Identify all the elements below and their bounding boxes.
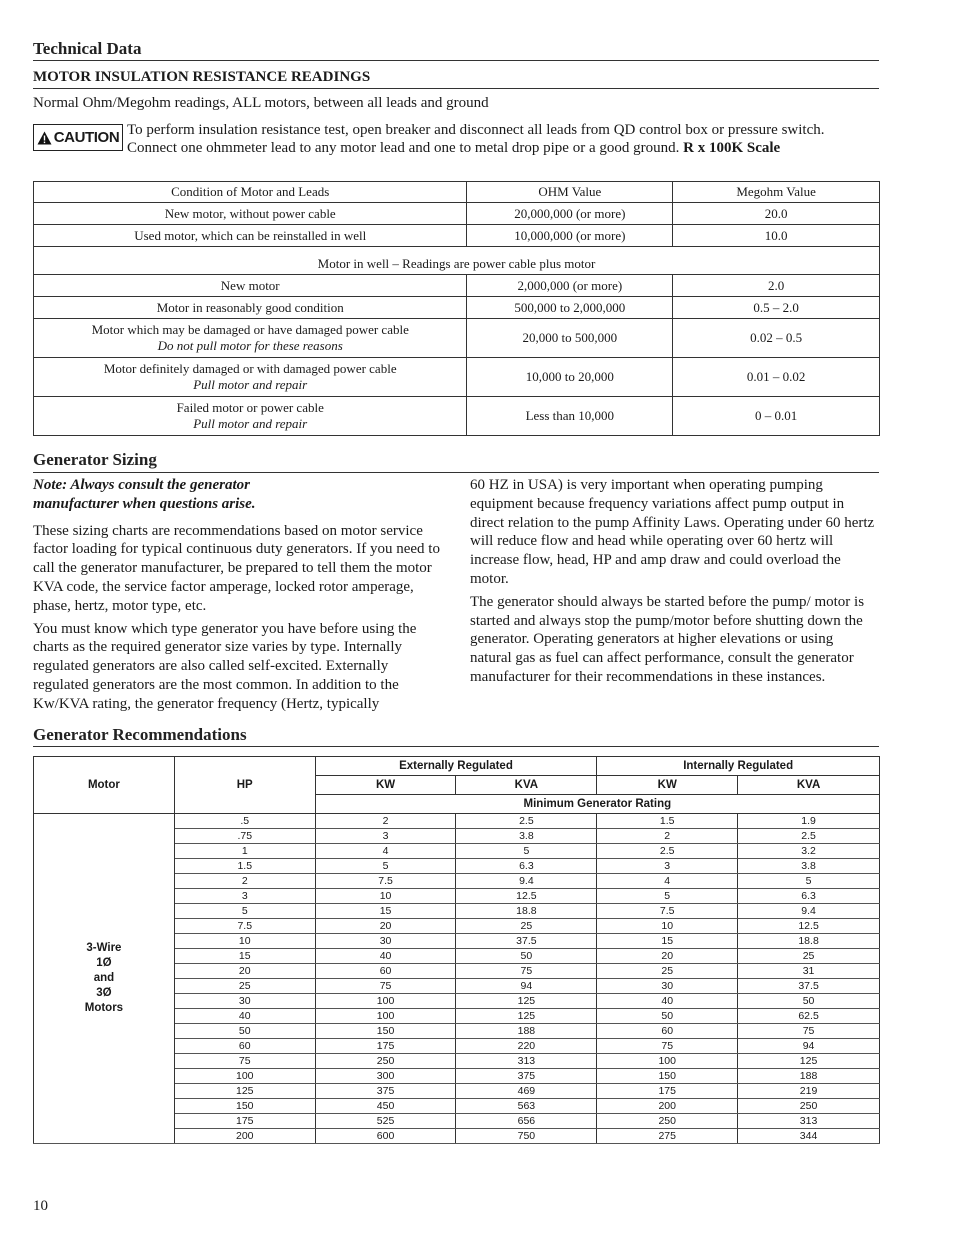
kva-header: KVA	[738, 776, 880, 795]
ext-kva-cell: 220	[456, 1039, 597, 1054]
ext-kva-cell: 25	[456, 919, 597, 934]
ext-kw-cell: 600	[315, 1129, 456, 1144]
hp-cell: .75	[174, 829, 315, 844]
hp-cell: 50	[174, 1024, 315, 1039]
int-kw-cell: 275	[597, 1129, 738, 1144]
ext-kva-cell: 563	[456, 1099, 597, 1114]
ext-kva-cell: 3.8	[456, 829, 597, 844]
int-kva-cell: 75	[738, 1024, 880, 1039]
recommendations-rule	[33, 746, 879, 747]
table-header-row	[34, 182, 880, 203]
hp-cell: 7.5	[174, 919, 315, 934]
table-row	[34, 397, 880, 436]
sizing-paragraph: 60 HZ in USA) is very important when operating pumping equipment because frequency variations affect pump output in direct relation to the pump Affinity Laws. Operating under 60 hertz will reduce flow and head while operating over 60 hertz will increase flow, head, HP and amp draw and could overload the motor.	[470, 477, 875, 587]
condition-note: Pull motor and repair	[193, 416, 308, 431]
hp-cell: 125	[174, 1084, 315, 1099]
int-kw-cell: 75	[597, 1039, 738, 1054]
int-kva-cell: 125	[738, 1054, 880, 1069]
ext-kw-cell: 20	[315, 919, 456, 934]
generator-table-body	[34, 814, 880, 1144]
column-header: OHM Value	[467, 182, 673, 203]
external-header: Externally Regulated	[315, 757, 597, 776]
int-kva-cell: 12.5	[738, 919, 880, 934]
int-kw-cell: 4	[597, 874, 738, 889]
ext-kw-cell: 2	[315, 814, 456, 829]
caution-text	[127, 122, 827, 157]
int-kva-cell: 313	[738, 1114, 880, 1129]
heading-rule	[33, 88, 879, 89]
ext-kw-cell: 75	[315, 979, 456, 994]
ext-kw-cell: 40	[315, 949, 456, 964]
int-kw-cell: 200	[597, 1099, 738, 1114]
hp-cell: 150	[174, 1099, 315, 1114]
caution-label: CAUTION	[53, 129, 120, 146]
megohm-cell: 0.5 – 2.0	[673, 297, 880, 319]
ohm-cell: Less than 10,000	[467, 397, 673, 436]
ext-kw-cell: 525	[315, 1114, 456, 1129]
table-row	[34, 225, 880, 247]
hp-cell: 3	[174, 889, 315, 904]
table-subheading-row	[34, 247, 880, 275]
int-kva-cell: 50	[738, 994, 880, 1009]
column-header: Megohm Value	[673, 182, 880, 203]
table-row	[34, 297, 880, 319]
ext-kva-cell: 12.5	[456, 889, 597, 904]
int-kw-cell: 100	[597, 1054, 738, 1069]
int-kw-cell: 25	[597, 964, 738, 979]
section-title-technical-data: Technical Data	[33, 39, 142, 58]
hp-cell: 1	[174, 844, 315, 859]
int-kva-cell: 31	[738, 964, 880, 979]
subheading-cell: Motor in well – Readings are power cable plus motor	[34, 247, 880, 275]
caution-instructions: To perform insulation resistance test, open breaker and disconnect all leads from QD control box or pressure switch. Connect one ohmmeter lead to any motor lead and one to metal drop pipe or a good ground.	[127, 122, 825, 156]
condition-note: Do not pull motor for these reasons	[157, 338, 343, 353]
insulation-table	[33, 181, 880, 436]
ext-kva-cell: 50	[456, 949, 597, 964]
sizing-paragraph: These sizing charts are recommendations based on motor service factor loading for typical continuous duty generators. If you need to call the generator manufacturer, be prepared to tell them the motor KVA code, the service factor amperage, locked rotor amperage, phase, hertz, motor type, etc.	[33, 522, 440, 614]
int-kw-cell: 2	[597, 829, 738, 844]
hp-cell: 15	[174, 949, 315, 964]
hp-cell: 10	[174, 934, 315, 949]
ext-kva-cell: 6.3	[456, 859, 597, 874]
motor-type-cell	[34, 814, 175, 1144]
hp-cell: 175	[174, 1114, 315, 1129]
condition-cell	[34, 358, 467, 397]
table-header-row	[34, 757, 880, 776]
int-kva-cell: 37.5	[738, 979, 880, 994]
int-kva-cell: 1.9	[738, 814, 880, 829]
motor-type-line: 3-Wire	[86, 942, 122, 954]
ext-kw-cell: 175	[315, 1039, 456, 1054]
int-kw-cell: 60	[597, 1024, 738, 1039]
int-kw-cell: 250	[597, 1114, 738, 1129]
sizing-right-column	[470, 476, 878, 687]
hp-cell: 30	[174, 994, 315, 1009]
int-kva-cell: 6.3	[738, 889, 880, 904]
ext-kw-cell: 250	[315, 1054, 456, 1069]
section-title-generator-recommendations: Generator Recommendations	[33, 725, 247, 744]
ext-kw-cell: 150	[315, 1024, 456, 1039]
int-kva-cell: 3.8	[738, 859, 880, 874]
kw-header: KW	[597, 776, 738, 795]
ext-kva-cell: 750	[456, 1129, 597, 1144]
int-kva-cell: 219	[738, 1084, 880, 1099]
sizing-rule	[33, 472, 879, 473]
int-kw-cell: 150	[597, 1069, 738, 1084]
ext-kva-cell: 188	[456, 1024, 597, 1039]
int-kw-cell: 15	[597, 934, 738, 949]
ohm-cell: 10,000 to 20,000	[467, 358, 673, 397]
ext-kva-cell: 9.4	[456, 874, 597, 889]
ext-kw-cell: 100	[315, 1009, 456, 1024]
internal-header: Internally Regulated	[597, 757, 880, 776]
condition-note: Pull motor and repair	[193, 377, 308, 392]
int-kw-cell: 50	[597, 1009, 738, 1024]
ext-kva-cell: 656	[456, 1114, 597, 1129]
sizing-paragraph: You must know which type generator you have before using the charts as the required generator size varies by type. Internally regulated generators are also called self-excited. Externally regulated generators are the most common. In addition to the Kw/KVA rating, the generator frequency (Hertz, typically	[33, 620, 417, 712]
megohm-cell: 0.01 – 0.02	[673, 358, 880, 397]
condition-cell: New motor, without power cable	[34, 203, 467, 225]
hp-header: HP	[174, 757, 315, 814]
ext-kva-cell: 18.8	[456, 904, 597, 919]
int-kw-cell: 1.5	[597, 814, 738, 829]
ext-kw-cell: 450	[315, 1099, 456, 1114]
ext-kw-cell: 5	[315, 859, 456, 874]
minimum-rating-header: Minimum Generator Rating	[315, 795, 879, 814]
hp-cell: 200	[174, 1129, 315, 1144]
int-kw-cell: 10	[597, 919, 738, 934]
hp-cell: 1.5	[174, 859, 315, 874]
column-header: Condition of Motor and Leads	[34, 182, 467, 203]
section-title-generator-sizing: Generator Sizing	[33, 450, 157, 469]
ohm-cell: 20,000,000 (or more)	[467, 203, 673, 225]
table-row	[34, 358, 880, 397]
megohm-cell: 0 – 0.01	[673, 397, 880, 436]
hp-cell: 5	[174, 904, 315, 919]
sizing-note: Note: Always consult the generator manufacturer when questions arise.	[33, 477, 256, 512]
int-kva-cell: 250	[738, 1099, 880, 1114]
ext-kw-cell: 15	[315, 904, 456, 919]
table-row	[34, 814, 880, 829]
sizing-paragraph: The generator should always be started before the pump/ motor is started and always stop the pump/motor before shutting down the generator. Operating generators at higher elevations or using natural gas as fuel can affect performance, consult the generator manufacturer for their recommendations in these instances.	[470, 593, 865, 685]
ext-kva-cell: 125	[456, 994, 597, 1009]
ext-kva-cell: 2.5	[456, 814, 597, 829]
int-kw-cell: 40	[597, 994, 738, 1009]
motor-type-line: Motors	[84, 1002, 124, 1014]
hp-cell: 20	[174, 964, 315, 979]
megohm-cell: 2.0	[673, 275, 880, 297]
motor-type-line: 3Ø	[96, 987, 112, 999]
ext-kw-cell: 7.5	[315, 874, 456, 889]
ext-kva-cell: 5	[456, 844, 597, 859]
hp-cell: 75	[174, 1054, 315, 1069]
ext-kw-cell: 10	[315, 889, 456, 904]
ohm-cell: 2,000,000 (or more)	[467, 275, 673, 297]
int-kw-cell: 20	[597, 949, 738, 964]
ohm-cell: 20,000 to 500,000	[467, 319, 673, 358]
int-kw-cell: 5	[597, 889, 738, 904]
hp-cell: 25	[174, 979, 315, 994]
sizing-left-column	[33, 476, 443, 714]
motor-type-line: 1Ø	[96, 957, 112, 969]
condition-text: Failed motor or power cable	[176, 400, 324, 415]
kva-header: KVA	[456, 776, 597, 795]
int-kva-cell: 25	[738, 949, 880, 964]
int-kva-cell: 5	[738, 874, 880, 889]
int-kw-cell: 7.5	[597, 904, 738, 919]
table-row	[34, 203, 880, 225]
int-kva-cell: 94	[738, 1039, 880, 1054]
hp-cell: 40	[174, 1009, 315, 1024]
megohm-cell: 10.0	[673, 225, 880, 247]
condition-cell	[34, 397, 467, 436]
page-number: 10	[33, 1198, 48, 1214]
int-kw-cell: 2.5	[597, 844, 738, 859]
hp-cell: 60	[174, 1039, 315, 1054]
int-kva-cell: 188	[738, 1069, 880, 1084]
warning-triangle-icon	[37, 131, 52, 145]
ext-kw-cell: 3	[315, 829, 456, 844]
table-row	[34, 319, 880, 358]
caution-badge	[33, 124, 123, 151]
megohm-cell: 20.0	[673, 203, 880, 225]
int-kw-cell: 175	[597, 1084, 738, 1099]
insulation-intro: Normal Ohm/Megohm readings, ALL motors, between all leads and ground	[33, 95, 489, 111]
table-row	[34, 275, 880, 297]
kw-header: KW	[315, 776, 456, 795]
int-kva-cell: 2.5	[738, 829, 880, 844]
generator-table	[33, 756, 880, 1144]
ext-kva-cell: 75	[456, 964, 597, 979]
condition-cell: New motor	[34, 275, 467, 297]
insulation-heading: MOTOR INSULATION RESISTANCE READINGS	[33, 69, 371, 85]
title-rule	[33, 60, 879, 61]
int-kva-cell: 62.5	[738, 1009, 880, 1024]
ext-kva-cell: 125	[456, 1009, 597, 1024]
ext-kva-cell: 313	[456, 1054, 597, 1069]
ext-kw-cell: 30	[315, 934, 456, 949]
megohm-cell: 0.02 – 0.5	[673, 319, 880, 358]
ext-kw-cell: 375	[315, 1084, 456, 1099]
int-kva-cell: 9.4	[738, 904, 880, 919]
hp-cell: 2	[174, 874, 315, 889]
hp-cell: 100	[174, 1069, 315, 1084]
ext-kva-cell: 94	[456, 979, 597, 994]
ext-kva-cell: 37.5	[456, 934, 597, 949]
ext-kw-cell: 300	[315, 1069, 456, 1084]
condition-cell	[34, 319, 467, 358]
motor-header: Motor	[34, 757, 175, 814]
ext-kva-cell: 375	[456, 1069, 597, 1084]
int-kva-cell: 18.8	[738, 934, 880, 949]
ohm-cell: 500,000 to 2,000,000	[467, 297, 673, 319]
int-kva-cell: 344	[738, 1129, 880, 1144]
hp-cell: .5	[174, 814, 315, 829]
condition-cell: Used motor, which can be reinstalled in well	[34, 225, 467, 247]
condition-cell: Motor in reasonably good condition	[34, 297, 467, 319]
ext-kw-cell: 60	[315, 964, 456, 979]
int-kw-cell: 30	[597, 979, 738, 994]
int-kva-cell: 3.2	[738, 844, 880, 859]
motor-type-line: and	[93, 972, 115, 984]
ext-kw-cell: 100	[315, 994, 456, 1009]
ext-kva-cell: 469	[456, 1084, 597, 1099]
condition-text: Motor which may be damaged or have damaged power cable	[91, 322, 409, 337]
caution-scale: R x 100K Scale	[683, 139, 781, 156]
int-kw-cell: 3	[597, 859, 738, 874]
condition-text: Motor definitely damaged or with damaged power cable	[103, 361, 397, 376]
ext-kw-cell: 4	[315, 844, 456, 859]
ohm-cell: 10,000,000 (or more)	[467, 225, 673, 247]
